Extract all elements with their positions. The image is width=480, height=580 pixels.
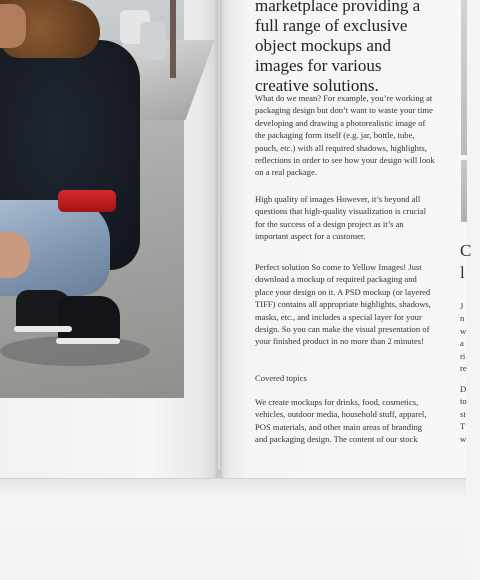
article-paragraph: What do we mean? For example, you’re working at packaging design but don’t want to waste your time developing and drawing a photorealistic image of the packaging form itself (e.g. jar, bottle, tube, pouch, etc.) with all required shadows, highlights, reflections in order to see how your design will look on a real package. [255,93,435,178]
next-page-text: D to st T w [460,384,467,444]
photo-red-bag [58,190,116,212]
article-paragraph: Perfect solution So come to Yellow Images! Just download a mockup of required packaging and place your design on it. A PSD mockup (or layered TIFF) contains all appropriate highlights, shadows, masks, etc., and includes a special layer for your design. So you can make the visual presentation of your finished product in no more than 2 minutes! [255,262,431,347]
photo-car [140,22,166,60]
street-photo [0,0,184,398]
left-page [0,0,218,479]
article-subheading: Covered topics [255,373,307,383]
next-page-image [461,0,467,155]
next-page-text: J n w a ri re [460,301,467,374]
next-page-heading: C l [460,241,472,282]
photo-shoe [58,296,120,344]
photo-shoe-sole [14,326,72,332]
photo-pole [170,0,176,78]
photo-shoe-sole [56,338,120,344]
photo-face [0,4,26,48]
article-paragraph: High quality of images However, it’s beyond all questions that high-quality visualization is crucial for the success of a design project as it’s an important aspect for a customer. [255,194,427,242]
article-headline: marketplace providing a full range of exclusive object mockups and images for various creative solutions. [255,0,421,95]
next-page-image [461,160,467,222]
article-paragraph: We create mockups for drinks, food, cosmetics, vehicles, outdoor media, household stuff, apparel, POS materials, and other main areas of branding and packaging design. The content of our stock [255,397,427,445]
magazine-spine [214,0,224,478]
